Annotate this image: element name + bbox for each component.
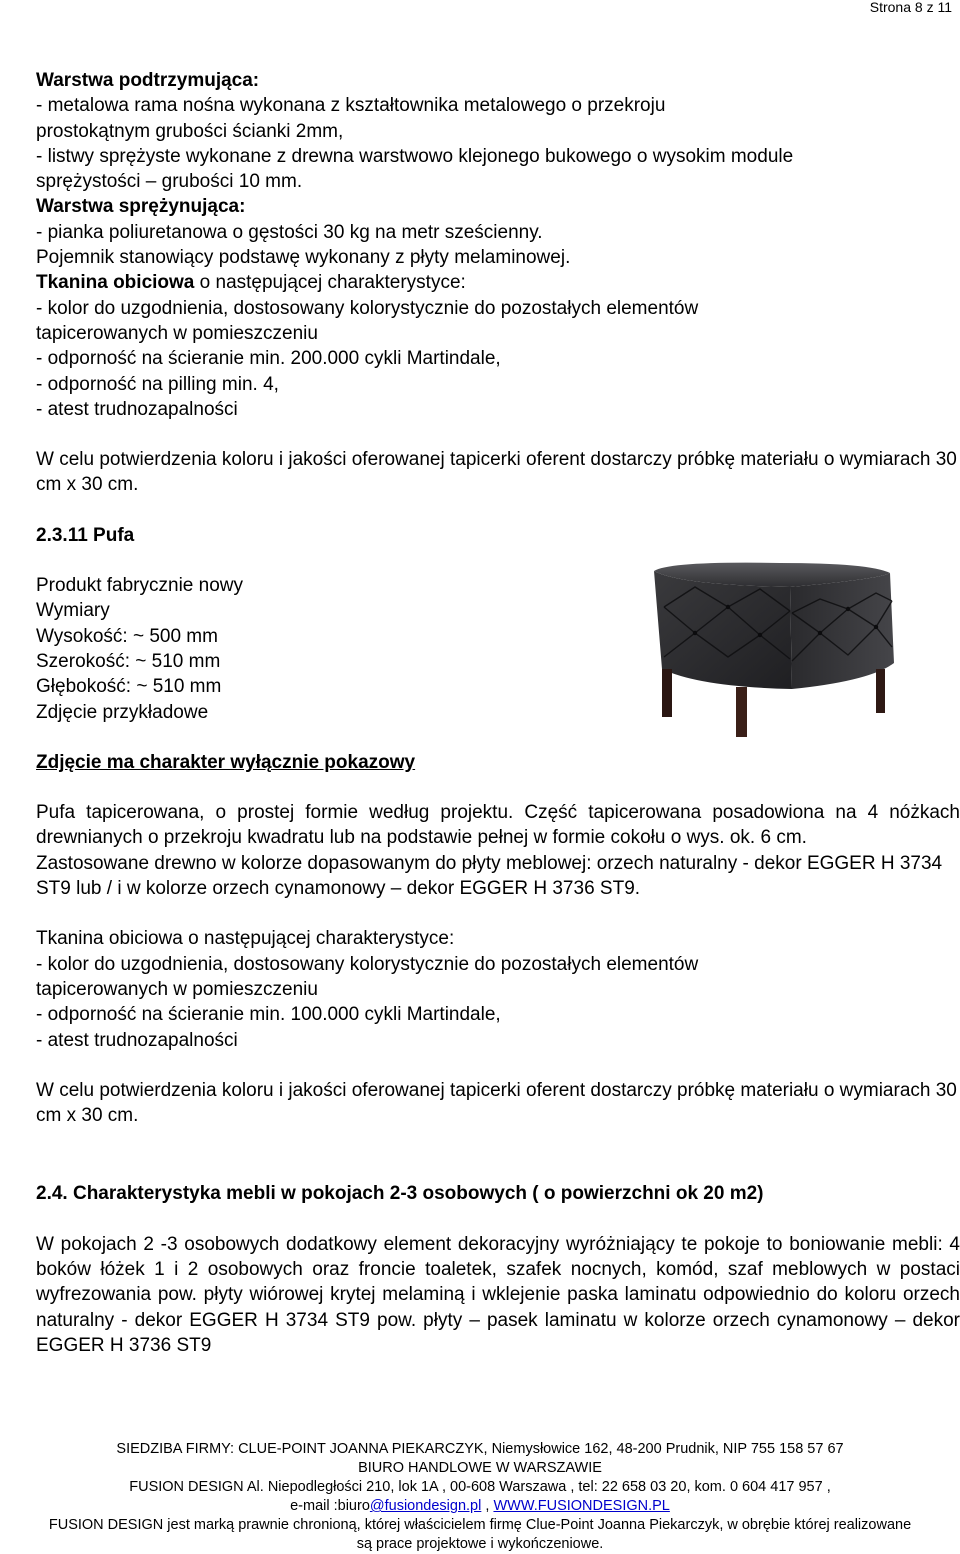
section-paragraph: W pokojach 2 -3 osobowych dodatkowy element dekoracyjny wyróżniający te pokoje to boniowanie mebli: 4 boków łóżek 1 i 2 osobowych oraz froncie toaletek, szafek nocnych, komód, szaf meblowych w postaci wyfrezowania pow. płyty wiórowej krytej melaminą i wklejenie paska laminatu odpowiednio do koloru orzech naturalny - dekor EGGER H 3734 ST9 pow. płyty – pasek laminatu w kolorze orzech cynamonowy – dekor EGGER H 3736 ST9 [36, 1233, 960, 1356]
fabric2-line: - atest trudnozapalności [36, 1029, 238, 1051]
footer-trademark: FUSION DESIGN jest marką prawnie chronioną, której właścicielem firmę Clue-Point Joanna Piekarczyk, w obrębie której realizowane [48, 1517, 912, 1533]
support-line: prostokątnym grubości ścianki 2mm, [36, 120, 344, 142]
footer-email-prefix: e-mail :biuro [290, 1498, 370, 1514]
fabric-line: - odporność na pilling min. 4, [36, 373, 279, 395]
sample-note-2: W celu potwierdzenia koloru i jakości oferowanej tapicerki oferent dostarczy próbkę materiału o wymiarach 30 cm x 30 cm. [36, 1079, 957, 1127]
pufa-spec: Głębokość: ~ 510 mm [36, 676, 222, 698]
support-line: - metalowa rama nośna wykonana z kształtownika metalowego o przekroju [36, 95, 666, 117]
pouf-photo [640, 557, 902, 740]
pufa-wood: Zastosowane drewno w kolorze dopasowanym do płyty meblowej: orzech naturalny - dekor EGGER H 3734 ST9 lub / i w kolorze orzech cynamonowy – dekor EGGER H 3736 ST9. [36, 852, 943, 900]
pufa-spec: Zdjęcie przykładowe [36, 701, 209, 723]
spring-layer-heading: Warstwa sprężynująca: [36, 196, 246, 218]
footer-office-title: BIURO HANDLOWE W WARSZAWIE [358, 1460, 602, 1476]
footer-trademark-cont: są prace projektowe i wykończeniowe. [356, 1536, 604, 1552]
section-title: 2.4. Charakterystyka mebli w pokojach 2-3 osobowych ( o powierzchni ok 20 m2) [36, 1183, 764, 1205]
pufa-description: Pufa tapicerowana, o prostej formie według projektu. Część tapicerowana posadowiona na 4 nóżkach drewnianych o przekroju kwadratu lub na podstawie pełnej w formie cokołu o wys. ok. 6 cm. [36, 802, 960, 849]
photo-note: Zdjęcie ma charakter wyłącznie pokazowy [36, 751, 416, 773]
fabric2-heading: Tkanina obiciowa o następującej charakterystyce: [36, 928, 455, 950]
footer-separator: , [481, 1498, 494, 1514]
page-footer [0, 1440, 960, 1554]
pufa-spec: Szerokość: ~ 510 mm [36, 650, 221, 672]
support-line: - listwy sprężyste wykonane z drewna warstwowo klejonego bukowego o wysokim module [36, 145, 794, 167]
fabric2-line: tapicerowanych w pomieszczeniu [36, 978, 318, 1000]
fabric-line: - odporność na ścieranie min. 200.000 cykli Martindale, [36, 348, 501, 370]
spring-line: - pianka poliuretanowa o gęstości 30 kg na metr sześcienny. [36, 221, 543, 243]
email-link[interactable]: @fusiondesign.pl [369, 1498, 482, 1514]
pufa-title: 2.3.11 Pufa [36, 524, 135, 546]
sample-note: W celu potwierdzenia koloru i jakości oferowanej tapicerki oferent dostarczy próbkę materiału o wymiarach 30 cm x 30 cm. [36, 449, 957, 496]
spring-line: Pojemnik stanowiący podstawę wykonany z płyty melaminowej. [36, 247, 571, 269]
pufa-spec: Wysokość: ~ 500 mm [36, 625, 218, 647]
support-layer-heading: Warstwa podtrzymująca: [36, 70, 260, 91]
website-link[interactable]: WWW.FUSIONDESIGN.PL [493, 1498, 670, 1514]
page-number: Strona 8 z 11 [869, 0, 952, 15]
fabric-heading-bold: Tkanina obiciowa [36, 272, 195, 294]
fabric-line: - kolor do uzgodnienia, dostosowany kolorystycznie do pozostałych elementów [36, 297, 699, 319]
footer-address: FUSION DESIGN Al. Niepodległości 210, lok 1A , 00-608 Warszawa , tel: 22 658 03 20, kom. 0 604 417 957 , [129, 1479, 831, 1495]
fabric2-line: - odporność na ścieranie min. 100.000 cykli Martindale, [36, 1004, 501, 1026]
fabric-heading [36, 270, 960, 295]
pufa-spec: Wymiary [36, 600, 110, 622]
footer-headquarters: SIEDZIBA FIRMY: CLUE-POINT JOANNA PIEKARCZYK, Niemysłowice 162, 48-200 Prudnik, NIP 755 158 57 67 [116, 1441, 844, 1457]
fabric-heading-rest: o następującej charakterystyce: [194, 272, 466, 294]
footer-contact [0, 1497, 960, 1516]
pufa-spec: Produkt fabrycznie nowy [36, 575, 243, 597]
fabric-line: - atest trudnozapalności [36, 398, 238, 420]
support-line: sprężystości – grubości 10 mm. [36, 171, 303, 193]
fabric-line: tapicerowanych w pomieszczeniu [36, 322, 318, 344]
fabric2-line: - kolor do uzgodnienia, dostosowany kolorystycznie do pozostałych elementów [36, 953, 699, 975]
